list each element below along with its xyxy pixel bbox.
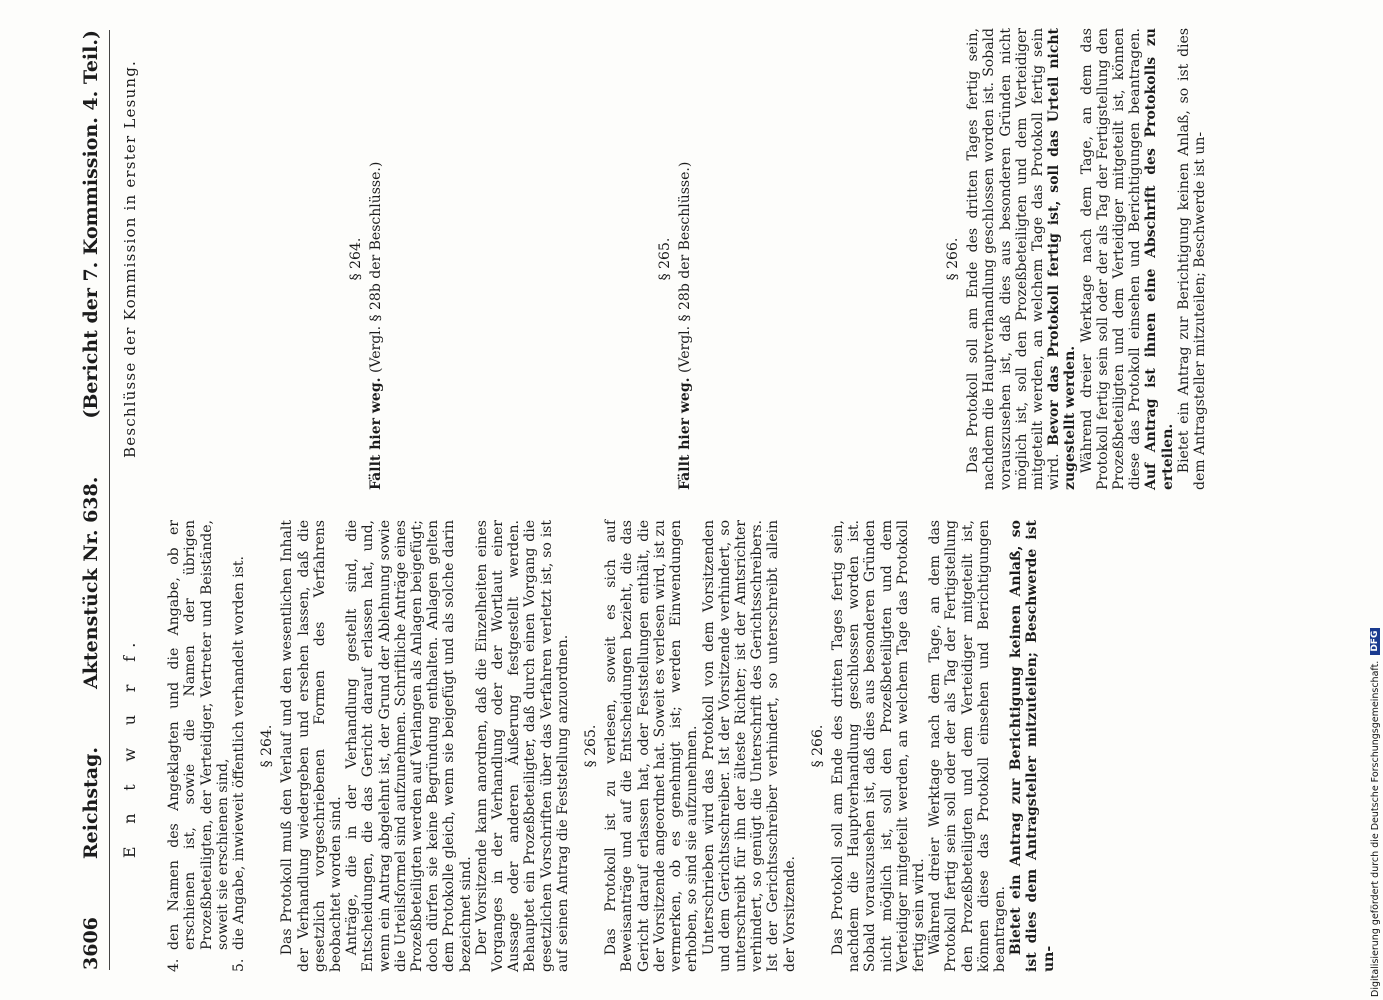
dfg-logo: DFG — [1370, 628, 1380, 655]
parliament-name: Reichstag. — [80, 746, 102, 860]
paragraph: Während dreier Werktage nach dem Tage, an dem das Protokoll fertig sein soll oder der als Tag der Fertigstellung den Prozeßbeteiligten und dem Verteidiger mitgeteilt ist, können diese das Protokoll einsehen und Berichtigungen beantragen. — [927, 520, 1008, 972]
spacer — [475, 28, 565, 490]
section-line — [677, 28, 693, 490]
spacer — [385, 28, 475, 490]
cross-reference: (Vergl. § 28b der Beschlüsse.) — [676, 161, 693, 374]
paragraph: Das Protokoll ist zu verlesen, soweit es sich auf Beweisanträge und auf die Entscheidungen bezieht, die das Gericht darauf erlassen hat, oder Feststellungen enthält, die der Vorsitzende angeordnet hat. Soweit es verlesen wird, ist zu vermerken, ob es genehmigt ist; werden Einwendungen erhoben, so sind sie aufzunehmen. — [603, 520, 701, 972]
paragraph: Unterschrieben wird das Protokoll von dem Vorsitzenden und dem Gerichtsschreiber. Ist der Vorsitzende verhindert, so unterschreibt für ihn der älteste Richter; ist der Amtsrichter verhindert, so genügt die Unterschrift des Gerichtsschreibers. Ist der Gerichtsschreiber verhindert, so unterschreibt allein der Vorsitzende. — [700, 520, 798, 972]
spacer — [565, 28, 645, 490]
draft-column-title: E n t w u r f. — [120, 633, 139, 859]
section-heading: § 264. — [259, 724, 276, 768]
item-text: die Angabe, inwieweit öffentlich verhandelt worden ist. — [231, 555, 248, 950]
resolutions-column-title: Beschlüsse der Kommission in erster Lesung. — [121, 60, 139, 458]
paragraph: Der Vorsitzende kann anordnen, daß die Einzelheiten eines Vorganges in der Verhandlung oder der Wortlaut einer Aussage oder anderen Äußerung festgestellt werden. Behauptet ein Prozeßbeteiligter, daß durch einen Vorgang die gesetzlichen Vorschriften über das Verfahren verletzt ist, so ist auf seinen Antrag die Feststellung anzuordnen. — [473, 520, 571, 972]
page-header — [62, 30, 102, 970]
amendment-text: Auf Antrag ist ihnen eine Abschrift des Protokolls zu erteilen. — [1143, 28, 1176, 490]
document-number: Aktenstück Nr. 638. — [80, 476, 102, 689]
page-number: 3606 — [80, 917, 102, 970]
spacer — [783, 28, 873, 490]
paragraph: Bietet ein Antrag zur Berichtigung keinen Anlaß, so ist dies dem Antragsteller mitzuteilen; Beschwerde ist un- — [1008, 520, 1057, 972]
paragraph: Anträge, die in der Verhandlung gestellt sind, die Entscheidungen, die das Gericht darauf erlassen hat, und, wenn ein Antrag abgelehnt ist, der Grund der Ablehnung sowie die Urteilsformel sind aufzunehmen. Schriftliche Anträge eines Prozeßbeteiligten werden auf Verlangen als Anlagen beigefügt; doch dürfen sie keine Begründung enthalten. Anlagen gelten dem Protokolle gleich, wenn sie beigefügt und als solche darin bezeichnet sind. — [344, 520, 474, 972]
omitted-note: Fällt hier weg. — [676, 377, 693, 490]
section-heading: § 265. — [656, 237, 673, 281]
paragraph — [1079, 28, 1176, 490]
digitization-credit — [1366, 12, 1383, 997]
list-item — [166, 520, 231, 972]
paragraph-text: Während dreier Werktage nach dem Tage, an dem das Protokoll fertig sein soll oder der als Tag der Fertigstellung den Prozeßbeteiligten und dem Verteidiger mitgeteilt ist, können diese das Protokoll einsehen und Berichtigungen beantragen. — [1078, 28, 1144, 490]
section-heading: § 266. — [945, 237, 962, 281]
cross-reference: (Vergl. § 28b der Beschlüsse.) — [368, 161, 385, 374]
item-number: 4. — [166, 958, 183, 972]
paragraph: Bietet ein Antrag zur Berichtigung keinen Anlaß, so ist dies dem Antragsteller mitzuteilen; Beschwerde ist un- — [1175, 28, 1209, 490]
paragraph — [965, 28, 1078, 490]
item-number: 5. — [231, 958, 248, 972]
item-text: den Namen des Angeklagten und die Angabe, ob er erschienen ist, sowie die Namen der übrigen Prozeßbeteiligten, der Verteidiger, Vertreter und Beistände, soweit sie erschienen sind, — [166, 520, 231, 950]
list-item — [231, 520, 247, 972]
draft-column — [118, 520, 1057, 972]
section-heading: § 264. — [348, 237, 365, 281]
paragraph: Das Protokoll muß den Verlauf und den wesentlichen Inhalt der Verhandlung wiedergeben und ersehen lassen, daß die gesetzlich vorgeschriebenen Formen des Verfahrens beobachtet worden sind. — [279, 520, 345, 972]
spacer — [693, 28, 783, 490]
header-rule — [109, 30, 110, 970]
paragraph-text: Das Protokoll soll am Ende des dritten Tages fertig sein, nachdem die Hauptverhandlung geschlossen worden ist. Sobald vorauszusehen ist, daß dies aus besonderen Gründen nicht möglich ist, soll den Prozeßbeteiligten und dem Verteidiger mitgeteilt werden, an welchem Tage das Protokoll fertig sein wird. — [965, 28, 1063, 490]
section-heading: § 266. — [809, 724, 826, 768]
resolutions-column — [118, 28, 1208, 490]
credit-text: Digitalisierung gefördert durch die Deutsche Forschungsgemeinschaft. — [1369, 660, 1381, 997]
paragraph: Das Protokoll soll am Ende des dritten Tages fertig sein, nachdem die Hauptverhandlung geschlossen worden ist. Sobald vorauszusehen ist, daß dies aus besonderen Gründen nicht möglich ist, soll den Prozeßbeteiligten und dem Verteidiger mitgeteilt werden, an welchem Tage das Protokoll fertig sein wird. — [829, 520, 927, 972]
omitted-note: Fällt hier weg. — [368, 377, 385, 490]
amendment-text: Bevor das Protokoll fertig ist, soll das Urteil nicht zugestellt werden. — [1046, 27, 1079, 490]
section-heading: § 265. — [583, 724, 600, 768]
report-title: (Bericht der 7. Kommission. 4. Teil.) — [80, 30, 102, 419]
section-line — [368, 28, 384, 490]
